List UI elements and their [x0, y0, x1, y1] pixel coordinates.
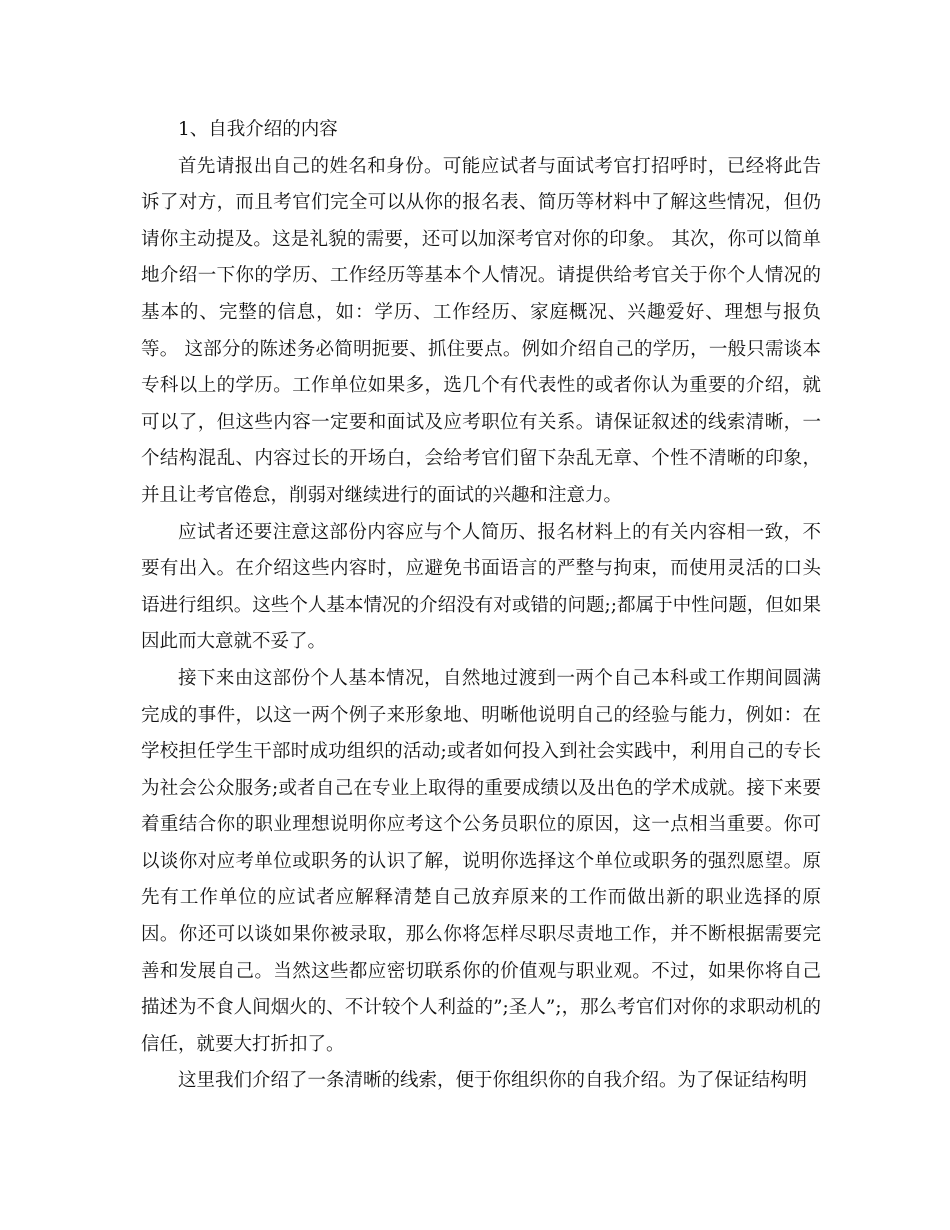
paragraph-3: 接下来由这部份个人基本情况，自然地过渡到一两个自己本科或工作期间圆满完成的事件，以这一两个例子来形象地、明晰他说明自己的经验与能力，例如：在学校担任学生干部时成功组织的活动;或者如何投入到社会实践中，利用自己的专长为社会公众服务;或者自己在专业上取得的重要成绩以及出色的学术成就。接下来要着重结合你的职业理想说明你应考这个公务员职位的原因，这一点相当重要。你可以谈你对应考单位或职务的认识了解，说明你选择这个单位或职务的强烈愿望。原先有工作单位的应试者应解释清楚自己放弃原来的工作而做出新的职业选择的原因。你还可以谈如果你被录取，那么你将怎样尽职尽责地工作，并不断根据需要完善和发展自己。当然这些都应密切联系你的价值观与职业观。不过，如果你将自己描述为不食人间烟火的、不计较个人利益的”;圣人”;，那么考官们对你的求职动机的信任，就要大打折扣了。	[141, 667, 821, 1055]
paragraph-4: 这里我们介绍了一条清晰的线索，便于你组织你的自我介绍。为了保证结构明	[178, 1070, 808, 1092]
paragraph-1: 首先请报出自己的姓名和身份。可能应试者与面试考官打招呼时，已经将此告诉了对方，而且考官们完全可以从你的报名表、简历等材料中了解这些情况，但仍请你主动提及。这是礼貌的需要，还可以加深考官对你的印象。 其次，你可以简单地介绍一下你的学历、工作经历等基本个人情况。请提供给考官关于你个人情况的基本的、完整的信息，如：学历、工作经历、家庭概况、兴趣爱好、理想与报负等。 这部分的陈述务必简明扼要、抓住要点。例如介绍自己的学历，一般只需谈本专科以上的学历。工作单位如果多，选几个有代表性的或者你认为重要的介绍，就可以了，但这些内容一定要和面试及应考职位有关系。请保证叙述的线索清晰，一个结构混乱、内容过长的开场白，会给考官们留下杂乱无章、个性不清晰的印象，并且让考官倦怠，削弱对继续进行的面试的兴趣和注意力。	[141, 155, 821, 506]
document-body	[141, 112, 821, 1100]
section-heading: 1、自我介绍的内容	[178, 119, 338, 140]
paragraph-2: 应试者还要注意这部份内容应与个人简历、报名材料上的有关内容相一致，不要有出入。在介绍这些内容时，应避免书面语言的严整与拘束，而使用灵活的口头语进行组织。这些个人基本情况的介绍没有对或错的问题;;都属于中性问题，但如果因此而大意就不妥了。	[141, 521, 821, 653]
